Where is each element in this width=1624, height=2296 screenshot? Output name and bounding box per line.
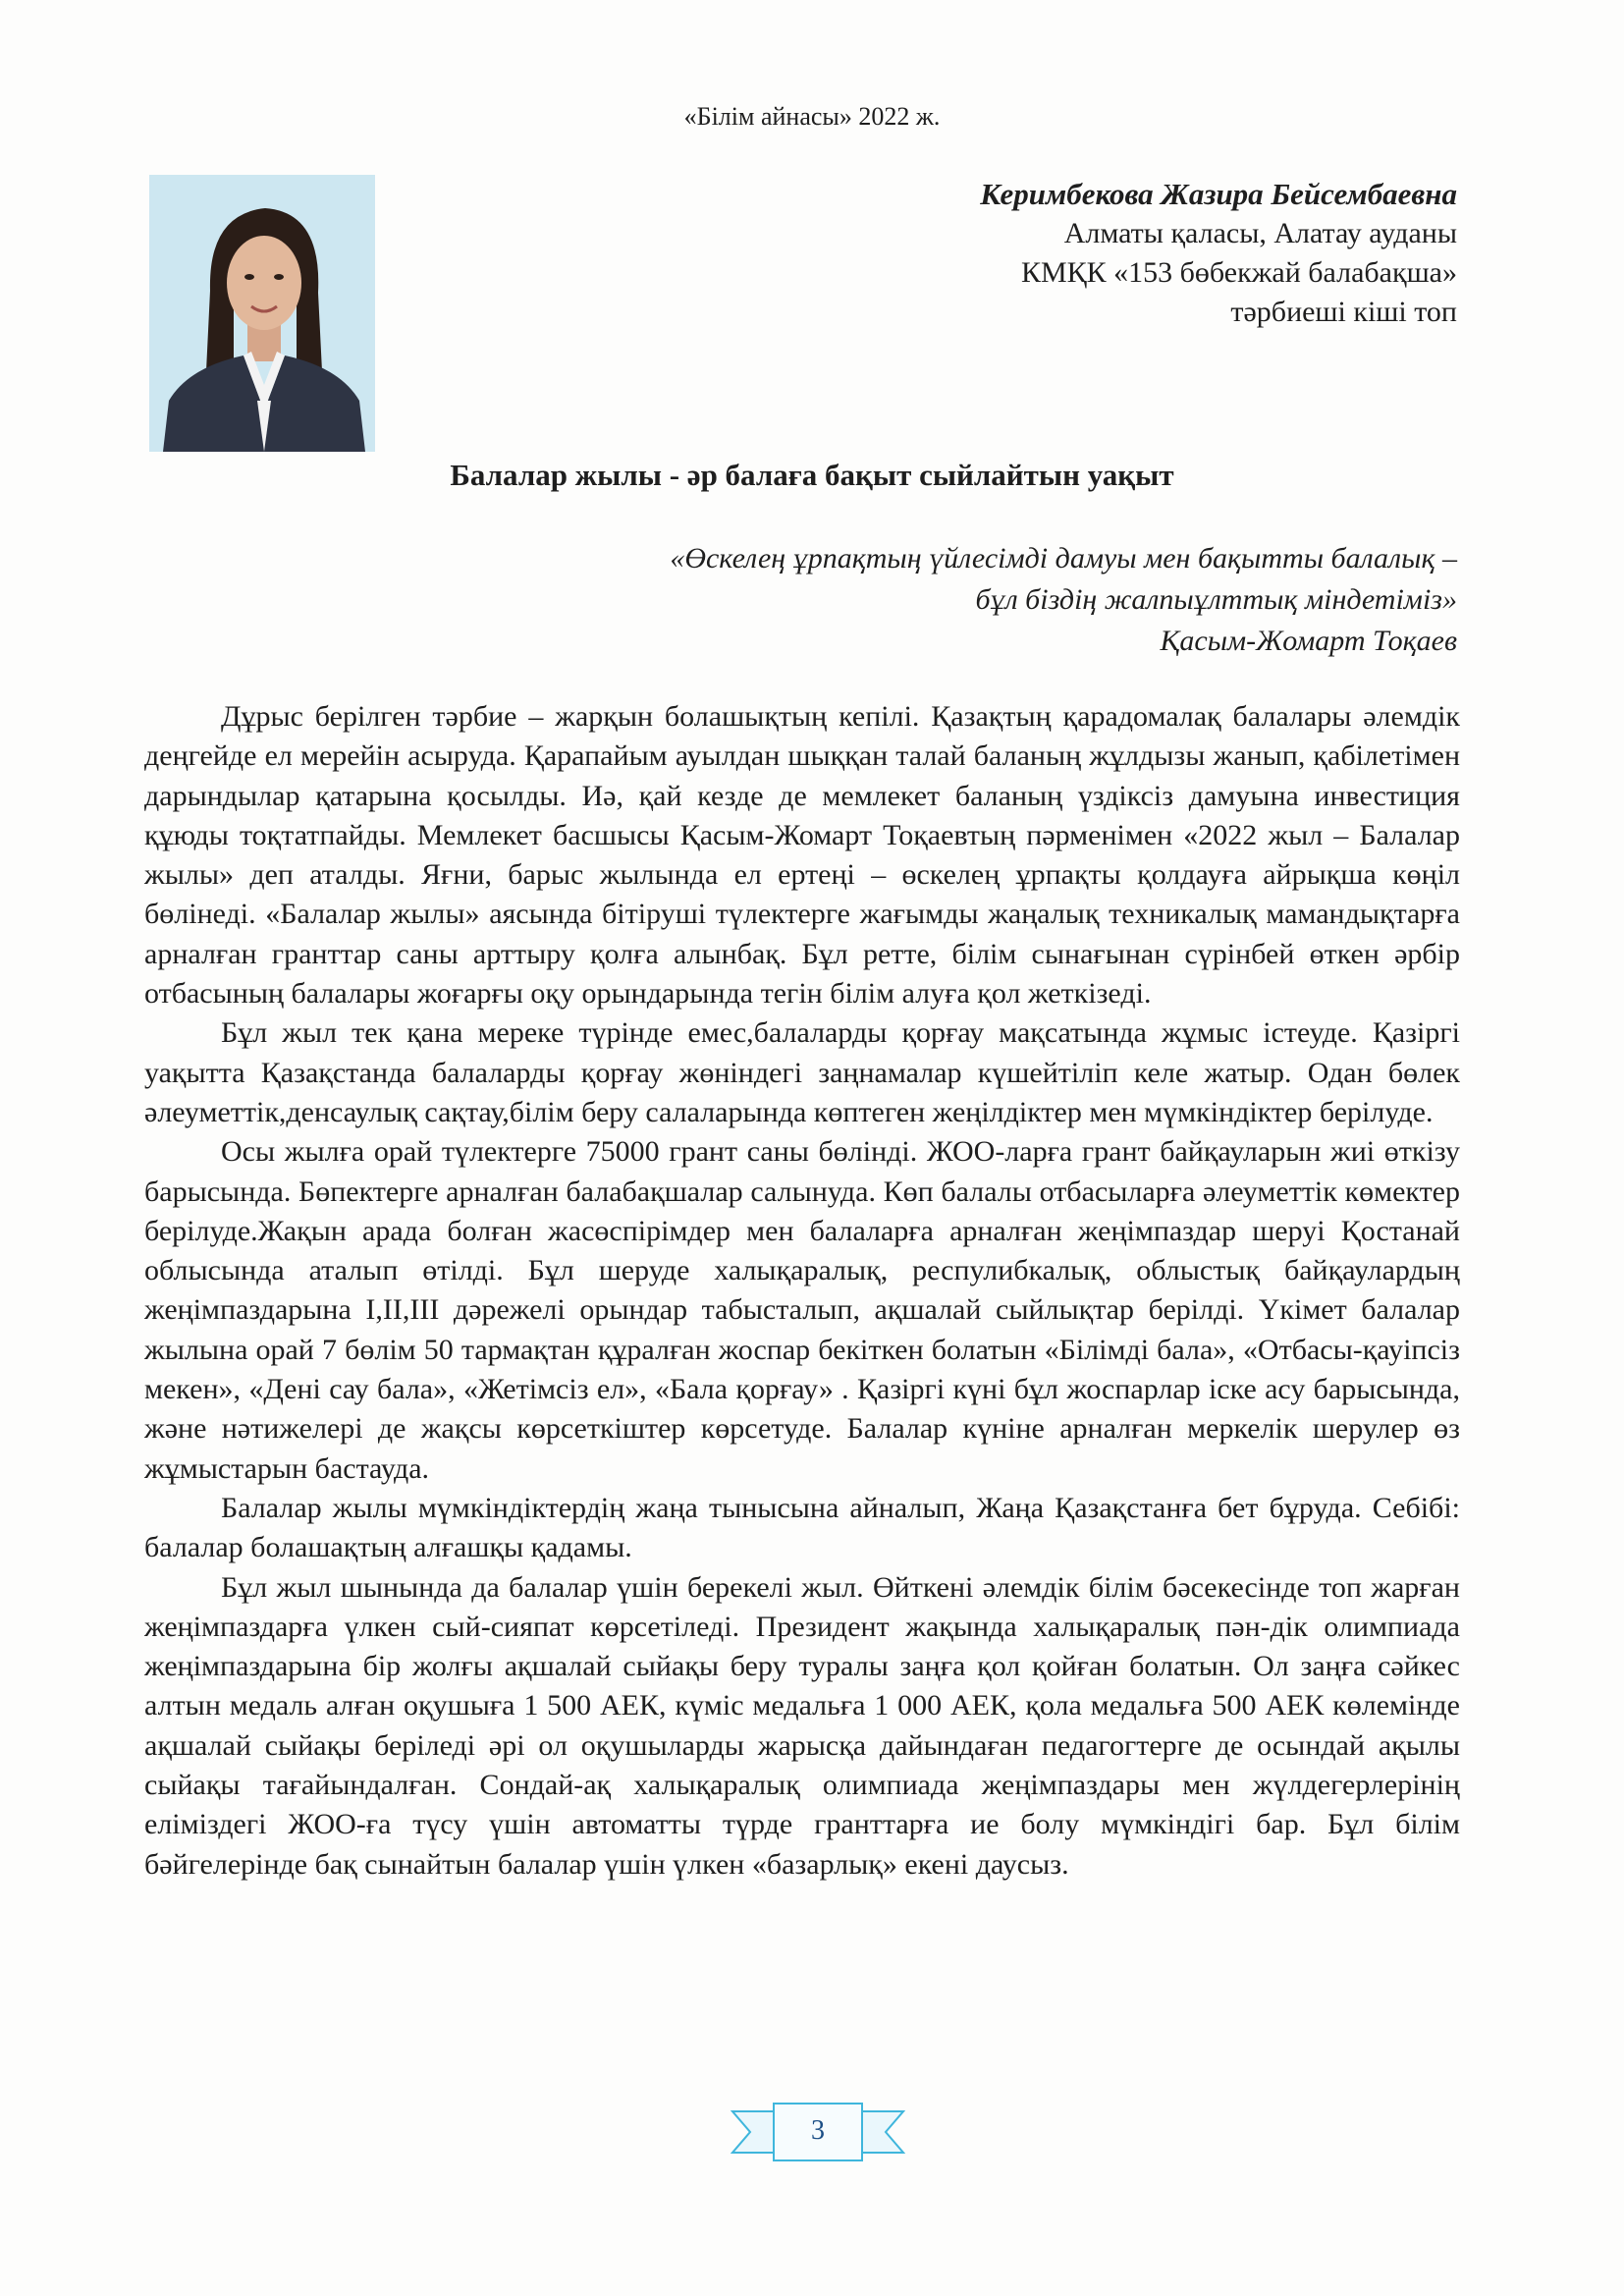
article-body [144,697,1460,1885]
author-info [980,175,1457,332]
author-name: Керимбекова Жазира Бейсембаевна [980,177,1457,211]
paragraph: Бұл жыл шынында да балалар үшін берекелі жыл. Өйткені әлемдік білім бәсекесінде топ жарған жеңімпаздарға үлкен сый-сияпат көрсетіледі. Президент жақында халықаралық пән-дік олимпиада жеңімпаздарына бір жолғы ақшалай сыйақы беру туралы заңға қол қойған болатын. Ол заңға сәйкес алтын медаль алған оқушыға 1 500 АЕК, күміс медальға 1 000 АЕК, қола медальға 500 АЕК көлемінде ақшалай сыйақы беріледі әрі ол оқушыларды жарысқа дайындаған педагогтерге де осындай ақылы сыйақы тағайындалған. Сондай-ақ халықаралық олимпиада жеңімпаздары мен жүлдегерлерінің еліміздегі ЖОО-ға түсу үшін автоматты түрде гранттарға ие болу мүмкіндігі бар. Бұл білім бәйгелерінде бақ сынайтын балалар үшін үлкен «базарлық» екені даусыз. [144,1570,1460,1881]
paragraph: Осы жылға орай түлектерге 75000 грант саны бөлінді. ЖОО-ларға грант байқауларын жиі өткізу барысында. Бөпектерге арналған балабақшалар салынуда. Көп балалы отбасыларға әлеуметтік көмектер берілуде.Жақын арада болған жасөспірімдер мен балаларға арналған жеңімпаздар шеруі Қостанай облысында аталып өтілді. Бұл шеруде халықаралық, респулибкалық, облыстық байқаулардың жеңімпаздарына I,II,III дәрежелі орындар табысталып, ақшалай сыйлықтар берілді. Үкімет балалар жылына орай 7 бөлім 50 тармақтан құралған жоспар бекіткен болатын «Білімді бала», «Отбасы-қауіпсіз мекен», «Дені сау бала», «Жетімсіз ел», «Бала қорғау» . Қазіргі күні бұл жоспарлар іске асу барысында, және нәтижелері де жақсы көрсеткіштер көрсетуде. Балалар күніне арналған меркелік шерулер өз жұмыстарын бастауда. [144,1135,1460,1485]
author-portrait-image [149,175,375,452]
author-organization: КМҚК «153 бөбекжай балабақша» [1020,256,1457,289]
epigraph-line-2: бұл біздің жалпыұлттық міндетіміз» [975,583,1457,616]
page-number-badge [731,2102,905,2162]
author-position: тәрбиеші кіші топ [1230,296,1457,328]
journal-header: «Білім айнасы» 2022 ж. [683,102,941,131]
article-title: Балалар жылы - әр балаға бақыт сыйлайтын уақыт [450,458,1174,492]
paragraph: Балалар жылы мүмкіндіктердің жаңа тынысына айналып, Жаңа Қазақстанға бет бұруда. Себібі: балалар болашақтың алғашқы қадамы. [144,1491,1460,1564]
epigraph-author: Қасым-Жомарт Тоқаев [1160,625,1457,657]
paragraph: Бұл жыл тек қана мереке түрінде емес,балаларды қорғау мақсатында жұмыс істеуде. Қазіргі уақытта Қазақстанда балаларды қорғау жөніндегі заңнамалар күшейтіліп келе жатыр. Одан бөлек әлеуметтік,денсаулық сақтау,білім беру салаларында көптеген жеңілдіктер мен мүмкіндіктер берілуде. [144,1016,1460,1128]
epigraph-line-1: «Өскелең ұрпақтың үйлесімді дамуы мен бақытты балалық – [670,542,1457,574]
paragraph: Дұрыс берілген тәрбие – жарқын болашықтың кепілі. Қазақтың қарадомалақ балалары әлемдік деңгейде ел мерейін асыруда. Қарапайым ауылдан шыққан талай баланың жұлдызы жанып, қабілетімен дарындылар қатарына қосылды. Иә, қай кезде де мемлекет баланың үздіксіз дамуына инвестиция құюды тоқтатпайды. Мемлекет басшысы Қасым-Жомарт Тоқаевтың пәрменімен «2022 жыл – Балалар жылы» деп аталды. Яғни, барыс жылында ел ертеңі – өскелең ұрпақты қолдауға айрықша көңіл бөлінеді. «Балалар жылы» аясында бітіруші түлектерге жағымды жаңалық техникалық мамандықтарға арналған гранттар саны арттыру қолға алынбақ. Бұл ретте, білім сынағынан сүрінбей өткен әрбір отбасының балалары жоғарғы оқу орындарында тегін білім алуға қол жеткізеді. [144,700,1460,1011]
page-number: 3 [811,2115,825,2146]
epigraph [670,538,1457,662]
author-photo [149,175,375,452]
author-location: Алматы қаласы, Алатау ауданы [1063,217,1457,249]
